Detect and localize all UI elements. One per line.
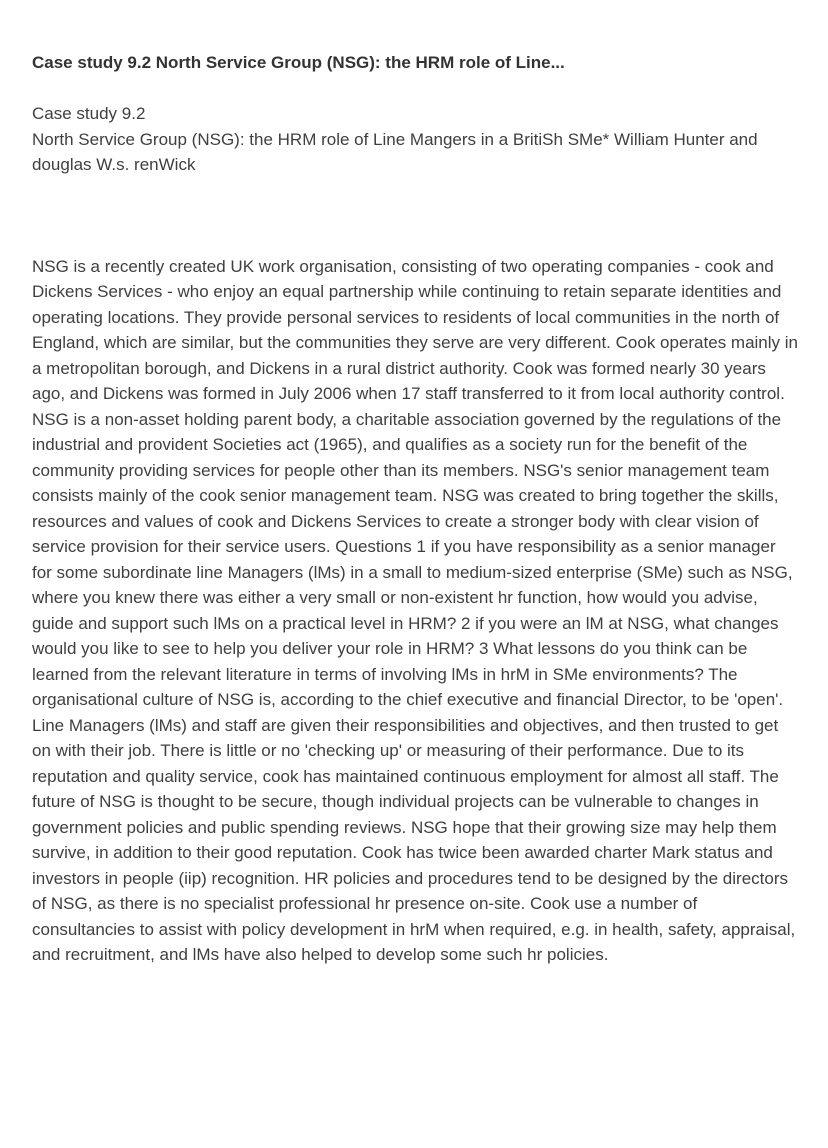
case-study-header [32, 101, 796, 178]
case-study-subtitle: North Service Group (NSG): the HRM role of Line Mangers in a BritiSh SMe* William Hunter and douglas W.s. renWick [32, 129, 758, 174]
case-study-body: NSG is a recently created UK work organisation, consisting of two operating companies - cook and Dickens Services - who enjoy an equal partnership while continuing to retain separate identities and operating locations. They provide personal services to residents of local communities in the north of England, which are similar, but the communities they serve are very different. Cook operates mainly in a metropolitan borough, and Dickens in a rural district authority. Cook was formed nearly 30 years ago, and Dickens was formed in July 2006 when 17 staff transferred to it from local authority control. NSG is a non-asset holding parent body, a charitable association governed by the regulations of the industrial and provident Societies act (1965), and qualifies as a society run for the benefit of the community providing services for people other than its members. NSG's senior management team consists mainly of the cook senior management team. NSG was created to bring together the skills, resources and values of cook and Dickens Services to create a stronger body with clear vision of service provision for their service users. Questions 1 if you have responsibility as a senior manager for some subordinate line Managers (lMs) in a small to medium-sized enterprise (SMe) such as NSG, where you knew there was either a very small or non-existent hr function, how would you advise, guide and support such lMs on a practical level in HRM? 2 if you were an lM at NSG, what changes would you like to see to help you deliver your role in HRM? 3 What lessons do you think can be learned from the relevant literature in terms of involving lMs in hrM in SMe environments? The organisational culture of NSG is, according to the chief executive and financial Director, to be 'open'. Line Managers (lMs) and staff are given their responsibilities and objectives, and then trusted to get on with their job. There is little or no 'checking up' or measuring of their performance. Due to its reputation and quality service, cook has maintained continuous employment for almost all staff. The future of NSG is thought to be secure, though individual projects can be vulnerable to changes in government policies and public spending reviews. NSG hope that their growing size may help them survive, in addition to their good reputation. Cook has twice been awarded charter Mark status and investors in people (iip) recognition. HR policies and procedures tend to be designed by the directors of NSG, as there is no specialist professional hr presence on-site. Cook use a number of consultancies to assist with policy development in hrM when required, e.g. in health, safety, appraisal, and recruitment, and lMs have also helped to develop some such hr policies. [32, 256, 798, 964]
document-title: Case study 9.2 North Service Group (NSG): the HRM role of Line... [32, 53, 565, 72]
case-study-label: Case study 9.2 [32, 104, 146, 123]
